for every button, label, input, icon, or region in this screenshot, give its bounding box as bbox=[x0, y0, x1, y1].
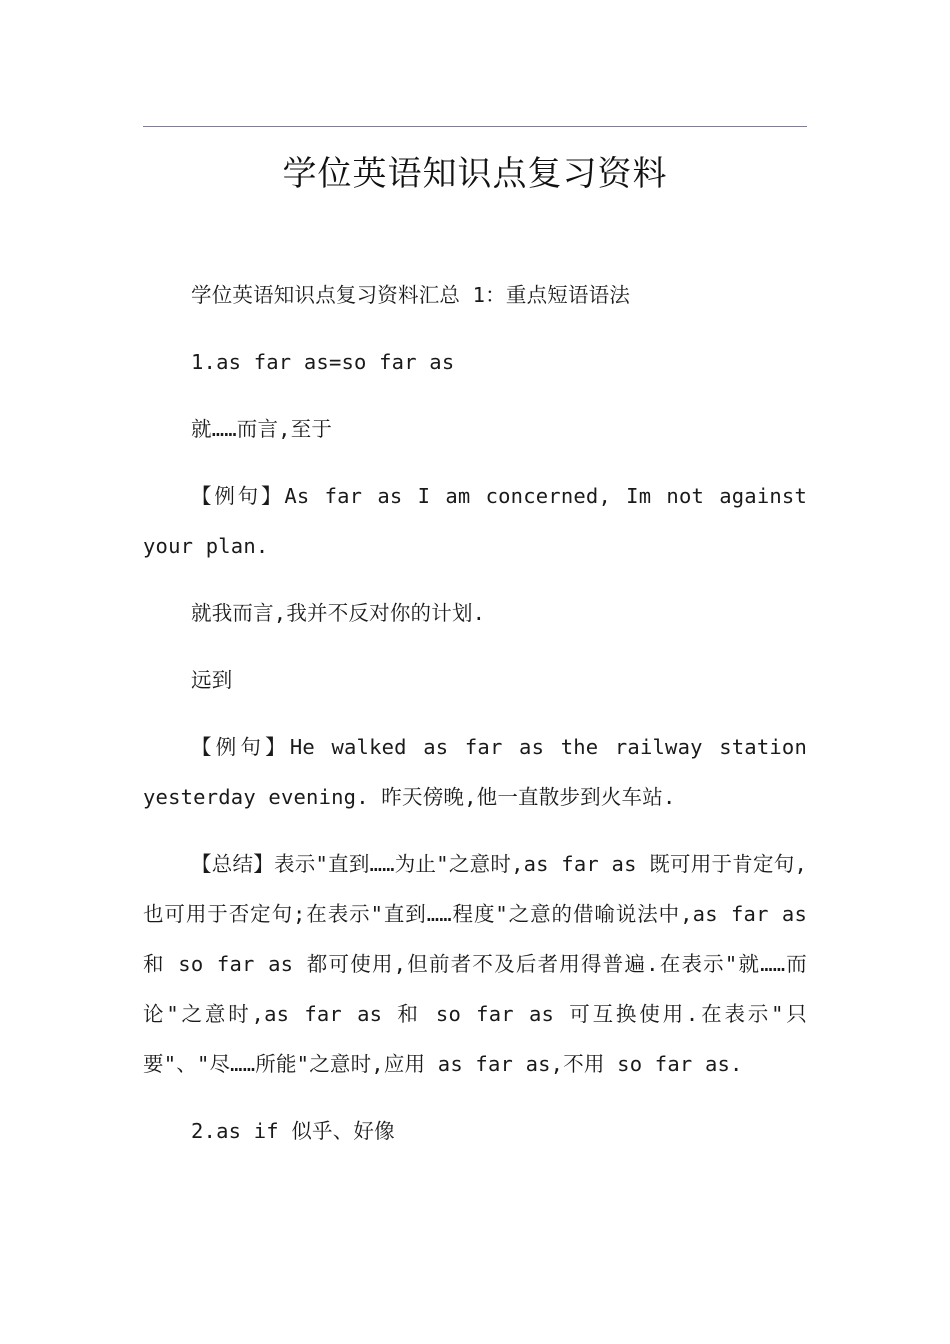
example-paragraph bbox=[143, 471, 807, 571]
example-paragraph bbox=[143, 722, 807, 822]
example-text: He walked as far as the railway station yesterday evening. 昨天傍晚,他一直散步到火车站. bbox=[143, 735, 807, 809]
summary-label: 【总结】 bbox=[191, 852, 275, 876]
section-heading: 学位英语知识点复习资料汇总 1：重点短语语法 bbox=[191, 283, 631, 307]
summary-paragraph bbox=[143, 839, 807, 1089]
summary-text: 表示"直到……为止"之意时,as far as 既可用于肯定句,也可用于否定句;在表示"直到……程度"之意的借喻说法中,as far as 和 so far as 都可使用,但前者不及后者用得普遍.在表示"就……而论"之意时,as far as 和 so far as 可互换使用.在表示"只要"、"尽……所能"之意时,应用 as far as,不用 so far as. bbox=[143, 852, 807, 1076]
meaning-line: 远到 bbox=[191, 668, 233, 692]
translation-line: 就我而言,我并不反对你的计划. bbox=[191, 601, 486, 625]
phrase-heading: 1.as far as=so far as bbox=[191, 350, 455, 374]
document-title: 学位英语知识点复习资料 bbox=[282, 154, 668, 194]
example-label: 【例句】 bbox=[191, 735, 290, 759]
meaning-line: 就……而言,至于 bbox=[191, 417, 333, 441]
document-body bbox=[143, 270, 807, 1173]
example-text: As far as I am concerned, Im not against your plan. bbox=[143, 484, 807, 558]
header-divider bbox=[143, 126, 807, 127]
example-label: 【例句】 bbox=[191, 484, 285, 508]
phrase-heading: 2.as if 似乎、好像 bbox=[191, 1119, 395, 1143]
